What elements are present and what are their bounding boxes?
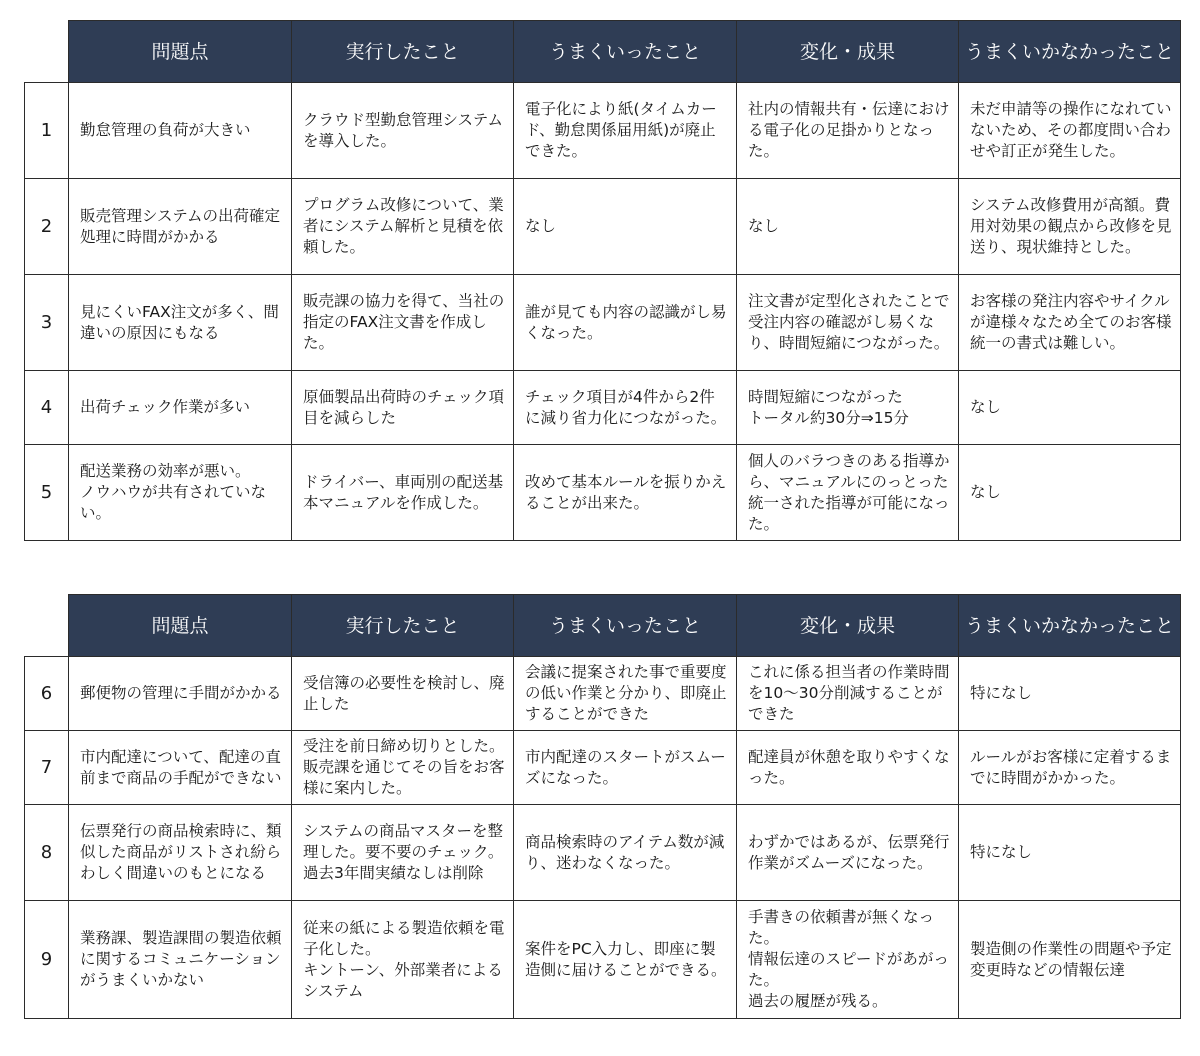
improvement-table-2 <box>24 594 1181 1019</box>
cell-problem: 出荷チェック作業が多い <box>69 371 292 445</box>
cell-failure: 製造側の作業性の問題や予定変更時などの情報伝達 <box>959 901 1181 1019</box>
cell-success: 商品検索時のアイテム数が減り、迷わなくなった。 <box>514 805 737 901</box>
table-row <box>25 445 1181 541</box>
cell-success: 市内配達のスタートがスムーズになった。 <box>514 731 737 805</box>
header-problem: 問題点 <box>69 21 292 83</box>
row-number: 9 <box>25 901 69 1019</box>
cell-result: なし <box>737 179 959 275</box>
row-number: 5 <box>25 445 69 541</box>
table-header-row <box>25 21 1181 83</box>
header-result: 変化・成果 <box>737 21 959 83</box>
header-failure: うまくいかなかったこと <box>959 595 1181 657</box>
cell-result: 手書きの依頼書が無くなった。 情報伝達のスピードがあがった。 過去の履歴が残る。 <box>737 901 959 1019</box>
cell-action: 従来の紙による製造依頼を電子化した。 キントーン、外部業者によるシステム <box>292 901 514 1019</box>
header-result: 変化・成果 <box>737 595 959 657</box>
table-row <box>25 83 1181 179</box>
cell-action: 受注を前日締め切りとした。販売課を通じてその旨をお客様に案内した。 <box>292 731 514 805</box>
cell-problem: 業務課、製造課間の製造依頼に関するコミュニケーションがうまくいかない <box>69 901 292 1019</box>
cell-success: 電子化により紙(タイムカード、勤怠関係届用紙)が廃止できた。 <box>514 83 737 179</box>
row-number: 8 <box>25 805 69 901</box>
cell-result: 時間短縮につながった トータル約30分⇒15分 <box>737 371 959 445</box>
cell-result: 注文書が定型化されたことで受注内容の確認がし易くなり、時間短縮につながった。 <box>737 275 959 371</box>
cell-success: 改めて基本ルールを振りかえることが出来た。 <box>514 445 737 541</box>
cell-success: なし <box>514 179 737 275</box>
cell-action: 販売課の協力を得て、当社の指定のFAX注文書を作成した。 <box>292 275 514 371</box>
cell-action: 受信簿の必要性を検討し、廃止した <box>292 657 514 731</box>
cell-failure: 特になし <box>959 805 1181 901</box>
cell-problem: 配送業務の効率が悪い。 ノウハウが共有されていない。 <box>69 445 292 541</box>
cell-failure: お客様の発注内容やサイクルが違様々なため全てのお客様統一の書式は難しい。 <box>959 275 1181 371</box>
cell-failure: ルールがお客様に定着するまでに時間がかかった。 <box>959 731 1181 805</box>
row-number: 3 <box>25 275 69 371</box>
cell-failure: なし <box>959 445 1181 541</box>
row-number: 1 <box>25 83 69 179</box>
cell-problem: 販売管理システムの出荷確定処理に時間がかかる <box>69 179 292 275</box>
table-row <box>25 657 1181 731</box>
header-corner <box>25 595 69 657</box>
header-corner <box>25 21 69 83</box>
improvement-table-1 <box>24 20 1181 541</box>
cell-result: わずかではあるが、伝票発行作業がズムーズになった。 <box>737 805 959 901</box>
table-header-row <box>25 595 1181 657</box>
cell-problem: 勤怠管理の負荷が大きい <box>69 83 292 179</box>
cell-success: 誰が見ても内容の認識がし易くなった。 <box>514 275 737 371</box>
table-row <box>25 371 1181 445</box>
header-action: 実行したこと <box>292 595 514 657</box>
table-row <box>25 805 1181 901</box>
table-row <box>25 275 1181 371</box>
cell-result: 配達員が休憩を取りやすくなった。 <box>737 731 959 805</box>
cell-action: ドライバー、車両別の配送基本マニュアルを作成した。 <box>292 445 514 541</box>
cell-action: システムの商品マスターを整理した。要不要のチェック。過去3年間実績なしは削除 <box>292 805 514 901</box>
cell-failure: 未だ申請等の操作になれていないため、その都度問い合わせや訂正が発生した。 <box>959 83 1181 179</box>
row-number: 7 <box>25 731 69 805</box>
cell-failure: 特になし <box>959 657 1181 731</box>
row-number: 2 <box>25 179 69 275</box>
header-action: 実行したこと <box>292 21 514 83</box>
table-row <box>25 179 1181 275</box>
row-number: 6 <box>25 657 69 731</box>
cell-failure: システム改修費用が高額。費用対効果の観点から改修を見送り、現状維持とした。 <box>959 179 1181 275</box>
cell-success: 案件をPC入力し、即座に製造側に届けることができる。 <box>514 901 737 1019</box>
cell-success: 会議に提案された事で重要度の低い作業と分かり、即廃止することができた <box>514 657 737 731</box>
cell-result: 個人のバラつきのある指導から、マニュアルにのっとった統一された指導が可能になった。 <box>737 445 959 541</box>
cell-problem: 伝票発行の商品検索時に、類似した商品がリストされ紛らわしく間違いのもとになる <box>69 805 292 901</box>
row-number: 4 <box>25 371 69 445</box>
table-row <box>25 901 1181 1019</box>
header-problem: 問題点 <box>69 595 292 657</box>
cell-result: これに係る担当者の作業時間を10～30分削減することができた <box>737 657 959 731</box>
cell-action: 原価製品出荷時のチェック項目を減らした <box>292 371 514 445</box>
cell-action: クラウド型勤怠管理システムを導入した。 <box>292 83 514 179</box>
cell-problem: 見にくいFAX注文が多く、間違いの原因にもなる <box>69 275 292 371</box>
cell-problem: 郵便物の管理に手間がかかる <box>69 657 292 731</box>
header-success: うまくいったこと <box>514 595 737 657</box>
cell-action: プログラム改修について、業者にシステム解析と見積を依頼した。 <box>292 179 514 275</box>
table-row <box>25 731 1181 805</box>
cell-result: 社内の情報共有・伝達における電子化の足掛かりとなった。 <box>737 83 959 179</box>
cell-failure: なし <box>959 371 1181 445</box>
cell-problem: 市内配達について、配達の直前まで商品の手配ができない <box>69 731 292 805</box>
header-success: うまくいったこと <box>514 21 737 83</box>
cell-success: チェック項目が4件から2件に減り省力化につながった。 <box>514 371 737 445</box>
header-failure: うまくいかなかったこと <box>959 21 1181 83</box>
